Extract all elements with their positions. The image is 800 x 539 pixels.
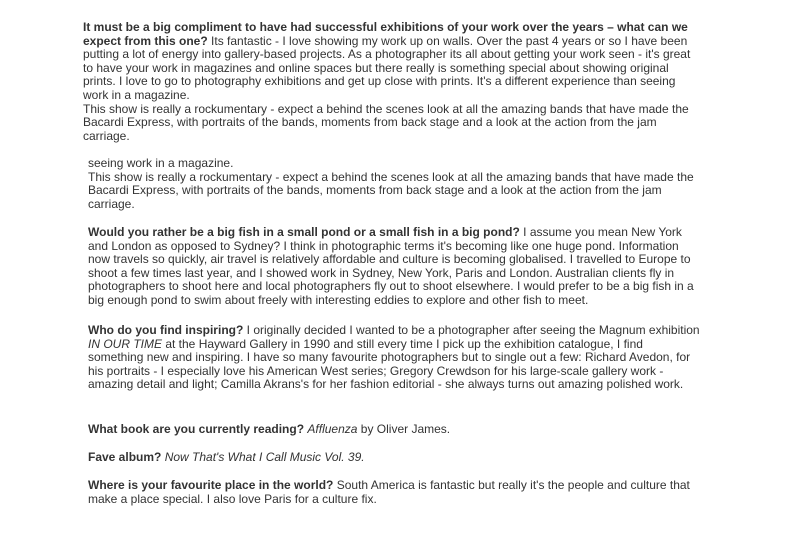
exhibition-title: IN OUR TIME (88, 336, 162, 351)
inspiring-question: Who do you find inspiring? (88, 323, 244, 337)
pond-qa (88, 226, 700, 308)
exhibition-answer: Its fantastic - I love showing my work up on walls. Over the past 4 years or so I have been putting a lot of energy into gallery-based projects. As a photographer its all about getting your work seen - it's great to have your work in magazines and online spaces but there really is something special about showing original prints. I love to go to photography exhibitions and get up close with prints. It's a different experience than seeing work in a magazine. (83, 33, 691, 102)
pond-question: Would you rather be a big fish in a small pond or a small fish in a big pond? (88, 225, 520, 239)
inspiring-answer-part-2: at the Hayward Gallery in 1990 and still every time I pick up the exhibition catalogue, I find something new and inspiring. I have so many favourite photographers but to single out a few: Richard Avedon, for his portraits - I especially love his American West series; Gregory Crewdson for his large-scale gallery work - amazing detail and light; Camilla Akrans's for her fashion editorial - she always turns out amazing polished work. (88, 336, 691, 392)
album-question: Fave album? (88, 450, 162, 464)
book-title: Affluenza (307, 422, 358, 436)
repeated-line-2: This show is really a rockumentary - expect a behind the scenes look at all the amazing bands that have made the Bacardi Express, with portraits of the bands, moments from back stage and a look at the action from the jam carriage. (88, 169, 694, 211)
book-author: by Oliver James. (357, 422, 451, 436)
rockumentary-text: This show is really a rockumentary - expect a behind the scenes look at all the amazing bands that have made the Bacardi Express, with portraits of the bands, moments from back stage and a look at the action from the jam carriage. (83, 101, 689, 143)
place-answer: South America is fantastic but really it's the people and culture that make a place special. I also love Paris for a culture fix. (88, 478, 690, 506)
place-question: Where is your favourite place in the world? (88, 478, 334, 492)
repeated-excerpt-block (88, 157, 700, 211)
inspiring-qa (88, 324, 700, 392)
repeated-line-1: seeing work in a magazine. (88, 156, 234, 170)
album-qa (88, 451, 700, 465)
pond-answer: I assume you mean New York and London as opposed to Sydney? I think in photographic terms it's becoming like one huge pond. Information now travels so quickly, air travel is relatively affordable and culture is becoming globalised. I travelled to Europe to shoot a few times last year, and I showed work in Sydney, New York, Paris and London. Australian clients fly in photographers to shoot here and local photographers fly out to shoot elsewhere. I would prefer to be a big fish in a big enough pond to swim about freely with interesting eddies to explore and other fish to meet. (88, 225, 694, 307)
exhibition-question: It must be a big compliment to have had successful exhibitions of your work over the years – what can we expect from this one? (83, 20, 688, 48)
intro-qa-block (83, 21, 703, 143)
inspiring-answer-part-1: I originally decided I wanted to be a photographer after seeing the Magnum exhibition (243, 323, 700, 337)
album-title: Now That's What I Call Music Vol. 39. (164, 450, 365, 464)
book-question: What book are you currently reading? (88, 422, 305, 436)
book-qa (88, 423, 700, 437)
place-qa (88, 479, 700, 506)
